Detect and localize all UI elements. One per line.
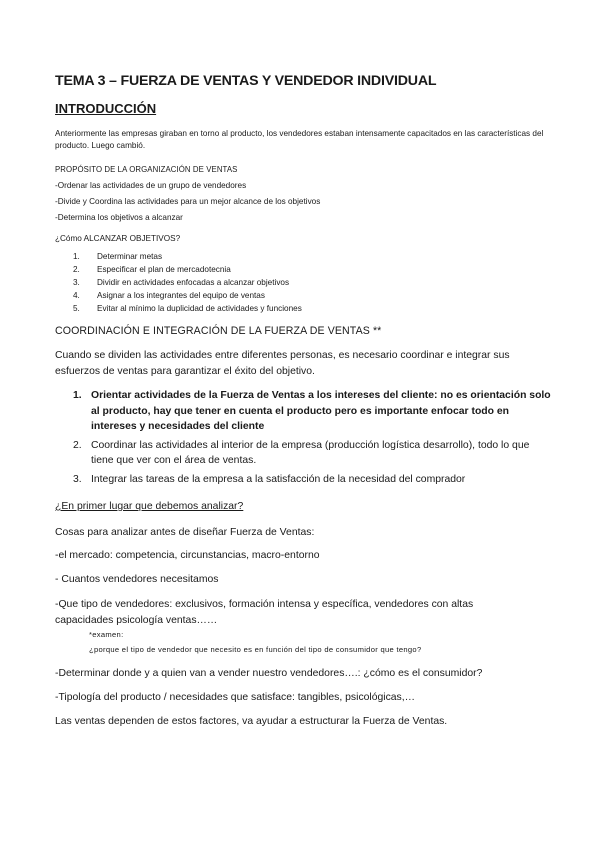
proposito-item: -Divide y Coordina las actividades para un mejor alcance de los objetivos (55, 197, 321, 206)
list-item: 5. Evitar al mínimo la duplicidad de actividades y funciones (73, 304, 302, 313)
analizar-question: ¿En primer lugar que debemos analizar? (55, 501, 244, 512)
list-item: 4. Asignar a los integrantes del equipo de ventas (73, 291, 265, 300)
mercado-line: -el mercado: competencia, circunstancias, macro-entorno (55, 550, 320, 561)
proposito-item: -Determina los objetivos a alcanzar (55, 213, 183, 222)
tipologia-line: -Tipología del producto / necesidades que satisface: tangibles, psicológicas,… (55, 692, 416, 703)
conclusion-line: Las ventas dependen de estos factores, va ayudar a estructurar la Fuerza de Ventas. (55, 716, 448, 727)
examen-label: *examen: (89, 630, 124, 639)
list-item: 1. Orientar actividades de la Fuerza de Ventas a los intereses del cliente: no es orientación solo al producto, hay que tener en cuenta el producto pero es importante enfocar todo en intereses y necesidades del cliente (73, 390, 551, 432)
proposito-item: -Ordenar las actividades de un grupo de vendedores (55, 181, 247, 190)
list-item: 3. Integrar las tareas de la empresa a la satisfacción de la necesidad del comprador (73, 473, 466, 485)
cuantos-line: - Cuantos vendedores necesitamos (55, 574, 219, 585)
list-item: 2. Coordinar las actividades al interior de la empresa (producción logística desarrollo), todo lo que tiene que ver con el área de ventas. (73, 439, 530, 466)
intro-heading: INTRODUCCIÓN (55, 101, 157, 116)
list-item: 1. Determinar metas (73, 252, 163, 261)
analizar-intro: Cosas para analizar antes de diseñar Fuerza de Ventas: (55, 527, 315, 538)
document-title: TEMA 3 – FUERZA DE VENTAS Y VENDEDOR INDIVIDUAL (55, 73, 437, 89)
proposito-heading: PROPÓSITO DE LA ORGANIZACIÓN DE VENTAS (55, 165, 238, 174)
coordinacion-paragraph: Cuando se dividen las actividades entre diferentes personas, es necesario coordinar e integrar sus esfuerzos de ventas para garantizar el éxito del objetivo. (55, 350, 510, 377)
tipo-line-continued: capacidades psicología ventas…… (55, 615, 218, 626)
donde-line: -Determinar donde y a quien van a vender nuestro vendedores….: ¿cómo es el consumidor? (55, 668, 483, 679)
examen-question: ¿porque el tipo de vendedor que necesito es en función del tipo de consumidor que tengo? (89, 645, 422, 654)
coordinacion-list (73, 388, 553, 490)
alcanzar-list (73, 250, 302, 315)
list-item: 2. Especificar el plan de mercadotecnia (73, 265, 231, 274)
list-item: 3. Dividir en actividades enfocadas a alcanzar objetivos (73, 278, 290, 287)
alcanzar-heading: ¿Cómo ALCANZAR OBJETIVOS? (55, 234, 181, 243)
tipo-line: -Que tipo de vendedores: exclusivos, formación intensa y específica, vendedores con altas (55, 599, 474, 610)
coordinacion-heading: COORDINACIÓN E INTEGRACIÓN DE LA FUERZA DE VENTAS ** (55, 325, 382, 337)
intro-paragraph: Anteriormente las empresas giraban en torno al producto, los vendedores estaban intensamente capacitados en las características del producto. Luego cambió. (55, 129, 544, 150)
